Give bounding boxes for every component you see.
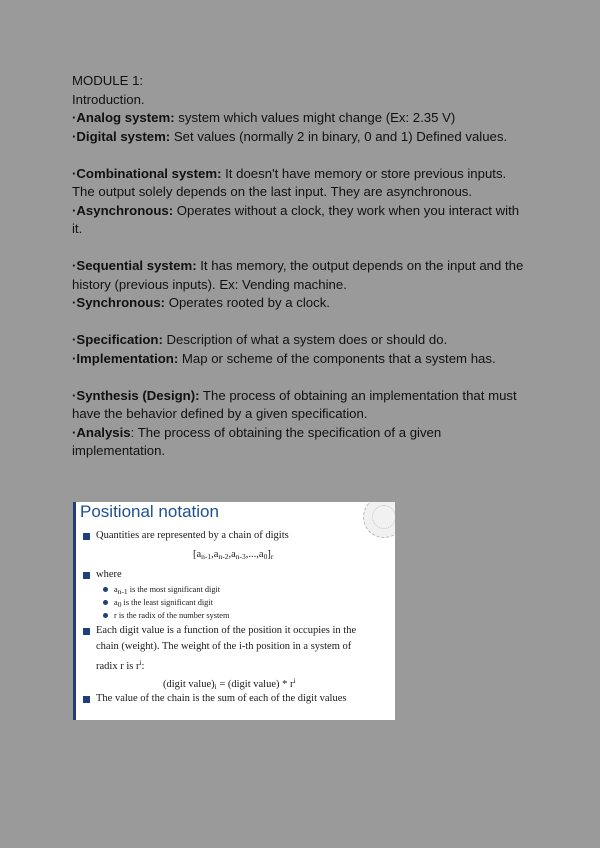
weight-text: radix r is r: [96, 661, 140, 672]
digital-definition: [72, 128, 532, 147]
digit-chain-notation: [193, 548, 273, 563]
specification-definition: [72, 331, 532, 350]
university-seal-icon: [363, 502, 395, 538]
bullet-square-icon: [83, 533, 90, 540]
sequential-text: It has memory, the output depends on the input and the history (previous inputs). Ex: Vending machine.: [72, 258, 524, 292]
notes-text: [72, 72, 532, 461]
analysis-term: ·Analysis: [72, 424, 131, 440]
bullet-where: where: [96, 569, 122, 580]
bullet-digit-weight-line2: chain (weight). The weight of the i-th position in a system of: [96, 641, 352, 652]
asynchronous-term: ·Asynchronous:: [72, 202, 174, 218]
bullet-square-icon: [83, 696, 90, 703]
chain-part: [a: [193, 549, 202, 560]
bullet-chain-of-digits: Quantities are represented by a chain of digits: [96, 530, 289, 541]
chain-subscript: n-2: [218, 552, 229, 561]
chain-part: ,...,a: [245, 549, 264, 560]
combinational-term: ·Combinational system:: [72, 165, 222, 181]
digit-value-formula: [163, 674, 296, 693]
module-heading: MODULE 1:: [72, 73, 144, 88]
slide-accent-bar: [73, 502, 76, 720]
slide-title: Positional notation: [80, 502, 219, 521]
analog-term: ·Analog system:: [72, 110, 175, 125]
implementation-definition: [72, 350, 532, 369]
weight-superscript: i: [139, 658, 142, 667]
specification-term: ·Specification:: [72, 332, 163, 347]
implementation-text: Map or scheme of the components that a system has.: [178, 350, 496, 366]
chain-part: ,a: [211, 549, 219, 560]
bullet-digit-weight-line1: Each digit value is a function of the position it occupies in the: [96, 625, 357, 636]
analysis-definition: [72, 424, 532, 461]
formula-subscript: i: [214, 682, 217, 691]
combinational-text: It doesn't have memory or store previous inputs. The output solely depends on the last input. They are asynchronous.: [72, 165, 507, 199]
asynchronous-text: Operates without a clock, they work when you interact with it.: [72, 202, 520, 236]
analog-text: system which values might change (Ex: 2.35 V): [174, 110, 456, 125]
digit-symbol: a: [114, 585, 118, 594]
digital-term: ·Digital system:: [72, 128, 171, 144]
digit-subscript: n-1: [117, 587, 128, 596]
asynchronous-definition: [72, 202, 532, 239]
chain-subscript: n-3: [235, 552, 246, 561]
analysis-text: : The process of obtaining the specification of a given implementation.: [72, 424, 442, 458]
sequential-term: ·Sequential system:: [72, 258, 197, 273]
intro-line: Introduction.: [72, 91, 145, 107]
bullet-square-icon: [83, 628, 90, 635]
bullet-chain-value: The value of the chain is the sum of each of the digit values: [96, 693, 347, 704]
formula-part: (digit value): [163, 679, 215, 690]
specification-text: Description of what a system does or should do.: [162, 332, 448, 347]
weight-colon: :: [141, 661, 145, 672]
sub-bullet-text: is the least significant digit: [121, 598, 213, 607]
bullet-digit-weight-line3: [96, 656, 144, 673]
positional-notation-slide: [73, 502, 395, 720]
digit-symbol: a: [114, 598, 118, 607]
synchronous-definition: [72, 294, 532, 313]
chain-subscript: r: [270, 552, 274, 561]
chain-part: ]: [267, 549, 271, 560]
synthesis-term: ·Synthesis (Design):: [72, 387, 200, 403]
bullet-dot-icon: [103, 587, 108, 592]
bullet-dot-icon: [103, 613, 108, 618]
sequential-definition: [72, 257, 532, 294]
chain-subscript: 0: [263, 552, 268, 561]
chain-subscript: n-1: [201, 552, 212, 561]
synthesis-definition: [72, 387, 532, 424]
sub-bullet-text: is the most significant digit: [127, 585, 221, 594]
synchronous-term: ·Synchronous:: [72, 295, 166, 310]
bullet-square-icon: [83, 572, 90, 579]
chain-part: ,a: [228, 549, 236, 560]
synthesis-text: The process of obtaining an implementation that must have the behavior defined by a given specification.: [72, 387, 517, 421]
digital-text: Set values (normally 2 in binary, 0 and 1) Defined values.: [170, 128, 508, 144]
bullet-dot-icon: [103, 600, 108, 605]
digit-subscript: 0: [117, 600, 122, 609]
combinational-definition: [72, 165, 532, 202]
analog-definition: [72, 109, 532, 128]
sub-bullet-radix: r is the radix of the number system: [114, 611, 230, 620]
synchronous-text: Operates rooted by a clock.: [165, 295, 330, 310]
formula-superscript: i: [293, 676, 296, 685]
formula-part: = (digit value) * r: [216, 679, 294, 690]
implementation-term: ·Implementation:: [72, 350, 179, 366]
